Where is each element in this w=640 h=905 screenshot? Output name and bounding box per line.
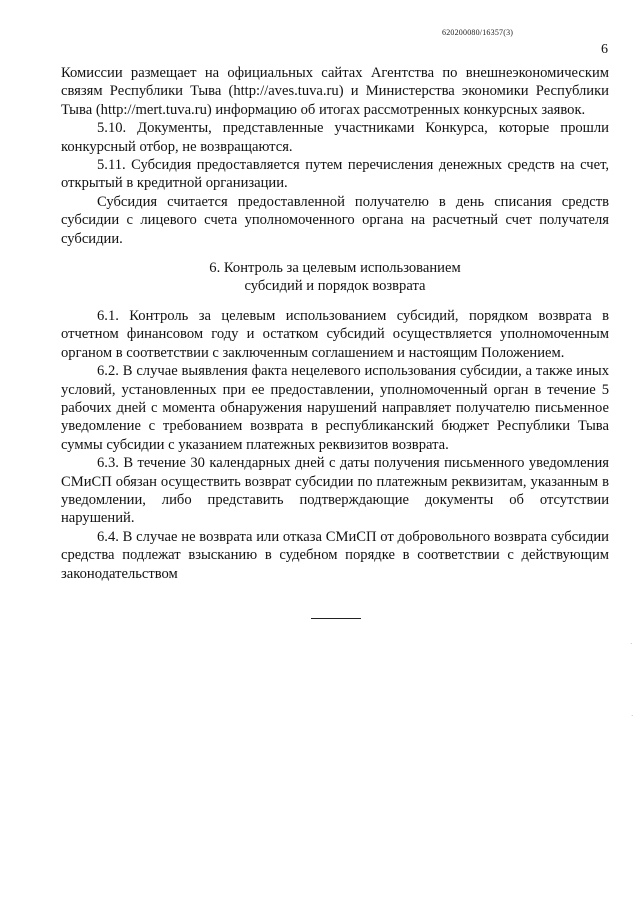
page-number: 6 <box>601 42 608 57</box>
end-divider <box>311 618 361 619</box>
paragraph-6-2: 6.2. В случае выявления факта нецелевого использования субсидии, а также иных условий, установленных при ее предоставлении, уполномоченный орган в течение 5 рабочих дней с момента обнаружения нарушений направляет получателю письменное уведомление с требованием возврата в республиканский бюджет Республики Тыва суммы субсидии с указанием платежных реквизитов возврата. <box>61 363 609 453</box>
paragraph-subsidy-provided: Субсидия считается предоставленной получателю в день списания средств субсидии с лицевого счета уполномоченного органа на расчетный счет получателя субсидии. <box>61 193 609 247</box>
paragraph-6-1: 6.1. Контроль за целевым использованием субсидий, порядком возврата в отчетном финансовом году и остатком субсидий осуществляется уполномоченным органом в соответствии с заключенным соглашением и настоящим Положением. <box>61 308 609 361</box>
section-title-line-1: 6. Контроль за целевым использованием <box>209 260 461 276</box>
paragraph-5-10: 5.10. Документы, представленные участниками Конкурса, которые прошли конкурсный отбор, не возвращаются. <box>61 120 609 155</box>
section-body <box>61 307 609 583</box>
section-title-line-2: субсидий и порядок возврата <box>244 278 426 295</box>
body-text-top <box>61 64 609 248</box>
section-title <box>61 259 609 296</box>
paragraph-5-11: 5.11. Субсидия предоставляется путем перечисления денежных средств на счет, открытый в кредитной организации. <box>61 157 609 192</box>
paragraph-6-3: 6.3. В течение 30 календарных дней с даты получения письменного уведомления СМиСП обязан осуществить возврат субсидии по платежным реквизитам, указанным в уведомлении, либо представить подтверждающие документы об отсутствии нарушений. <box>61 455 609 527</box>
scan-speck: · <box>630 640 633 648</box>
document-code: 620200080/16357(3) <box>442 28 514 37</box>
paragraph-6-4: 6.4. В случае не возврата или отказа СМиСП от добровольного возврата субсидии средства подлежат взысканию в судебном порядке в соответствии с действующим законодательством <box>61 528 609 582</box>
paragraph-continuation: Комиссии размещает на официальных сайтах Агентства по внешнеэкономическим связям Республики Тыва (http://aves.tuva.ru) и Министерства экономики Республики Тыва (http://mert.tuva.ru) информацию об итогах рассмотренных конкурсных заявок. <box>61 65 609 118</box>
scan-speck: · <box>631 712 634 720</box>
